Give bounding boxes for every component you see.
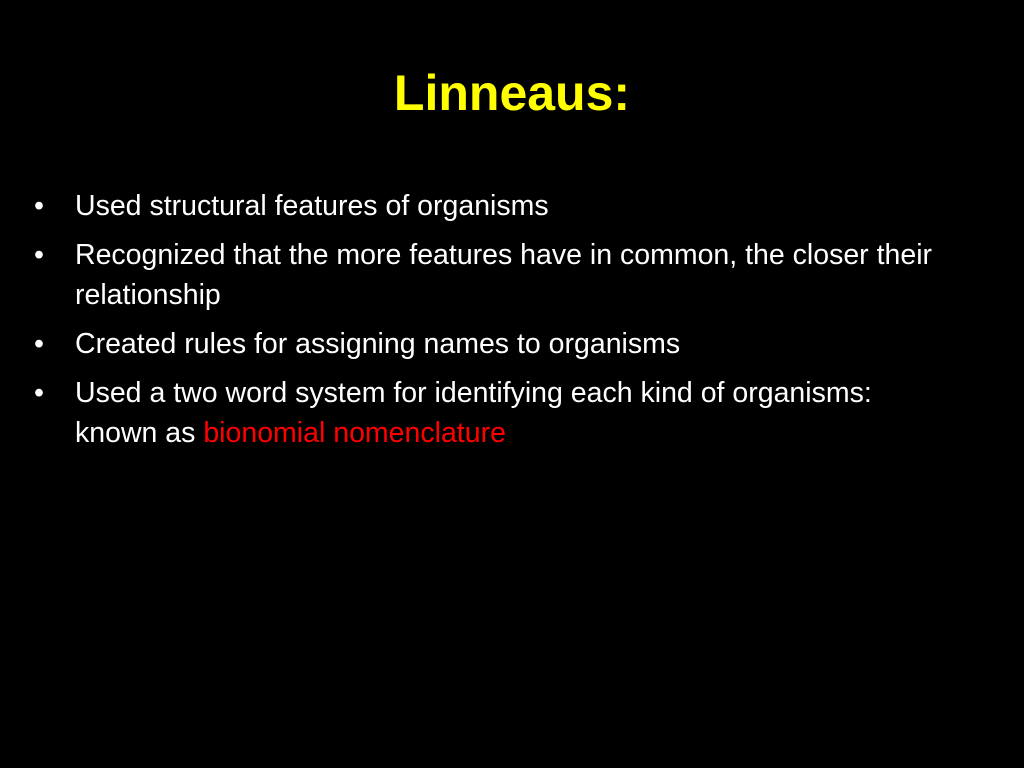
bullet-list bbox=[32, 186, 962, 462]
bullet-text: Created rules for assigning names to organisms bbox=[75, 328, 681, 360]
bullet-text: Used structural features of organisms bbox=[75, 190, 549, 222]
bullet-item bbox=[32, 186, 962, 226]
bullet-icon: • bbox=[34, 190, 44, 222]
bullet-text: Used a two word system for identifying each kind of organisms: known as bbox=[75, 377, 872, 449]
bullet-icon: • bbox=[34, 377, 44, 409]
bullet-icon: • bbox=[34, 239, 44, 271]
slide-title: Linneaus: bbox=[393, 65, 631, 121]
highlighted-term: bionomial nomenclature bbox=[203, 417, 506, 449]
bullet-item bbox=[32, 324, 962, 364]
bullet-text: Recognized that the more features have in common, the closer their relationship bbox=[75, 239, 933, 311]
bullet-item bbox=[32, 235, 962, 315]
bullet-icon: • bbox=[34, 328, 44, 360]
bullet-item bbox=[32, 373, 962, 453]
